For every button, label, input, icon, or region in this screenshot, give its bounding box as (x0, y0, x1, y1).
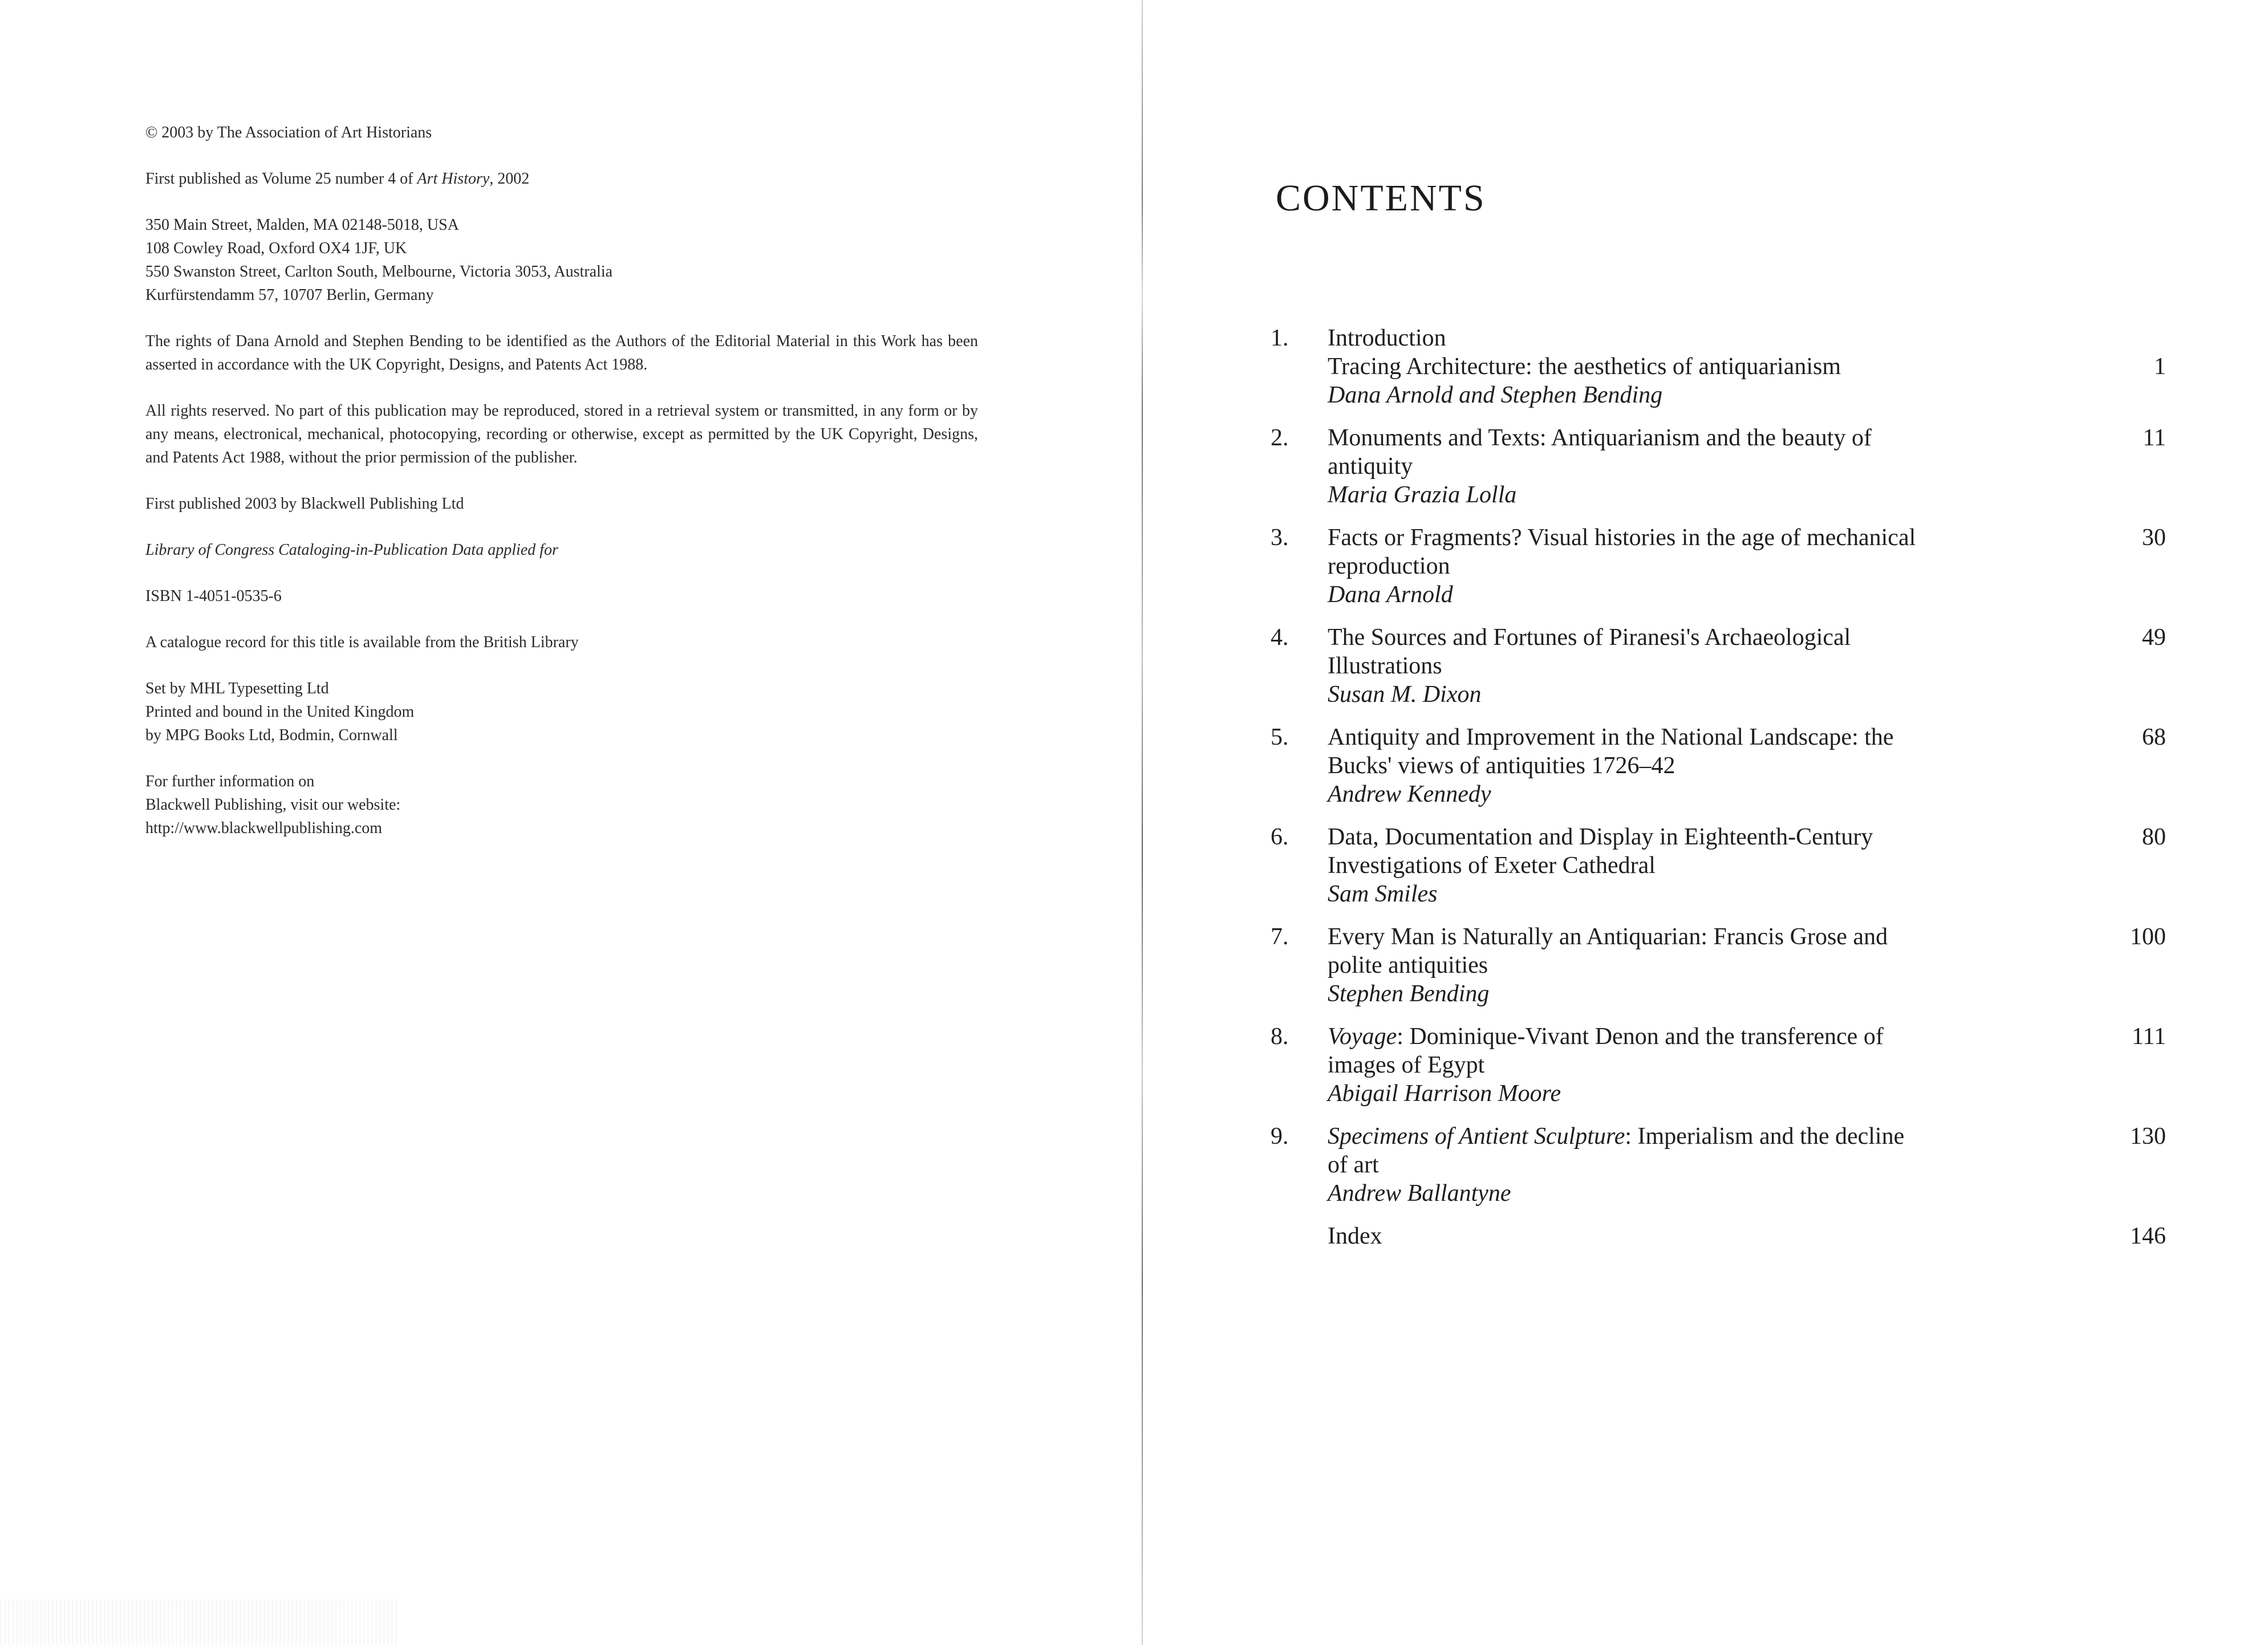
chapter-title-continued: of art (1328, 1152, 1379, 1178)
chapter-author: Sam Smiles (1328, 881, 1438, 907)
address-line: 550 Swanston Street, Carlton South, Melbourne, Victoria 3053, Australia (145, 263, 613, 281)
journal-title: Art History (417, 170, 490, 188)
chapter-number: 4. (1271, 624, 1289, 651)
page-number: 68 (2142, 724, 2166, 750)
toc-entry (1271, 1122, 2166, 1208)
chapter-title: Facts or Fragments? Visual histories in the age of mechanical (1328, 525, 1916, 551)
page-number: 1 (2154, 354, 2166, 380)
chapter-details (1328, 623, 2006, 709)
cip-line: Library of Congress Cataloging-in-Publication Data applied for (145, 541, 558, 559)
chapter-title-continued: polite antiquities (1328, 952, 1488, 978)
chapter-title-italic: Voyage (1328, 1023, 1397, 1050)
chapter-author: Andrew Kennedy (1328, 781, 1491, 807)
chapter-title-continued: Bucks' views of antiquities 1726–42 (1328, 753, 1675, 779)
chapter-number: 1. (1271, 325, 1289, 351)
chapter-title: Tracing Architecture: the aesthetics of antiquarianism (1328, 354, 1841, 380)
chapter-author: Dana Arnold (1328, 582, 1453, 608)
address-line: 108 Cowley Road, Oxford OX4 1JF, UK (145, 239, 407, 257)
chapter-lead: Introduction (1328, 325, 1446, 351)
chapter-author: Andrew Ballantyne (1328, 1180, 1511, 1207)
chapter-title: Data, Documentation and Display in Eighteenth-Century (1328, 824, 1873, 850)
chapter-title (1328, 1122, 2006, 1151)
first-published-2003-line: First published 2003 by Blackwell Publishing Ltd (145, 495, 464, 513)
copyright-line: © 2003 by The Association of Art Historians (145, 124, 432, 141)
chapter-details (1328, 1022, 2006, 1108)
scan-edge-noise (0, 1599, 399, 1645)
chapter-number: 3. (1271, 525, 1289, 551)
catalogue-record-line: A catalogue record for this title is available from the British Library (145, 633, 579, 651)
imprint-block (145, 121, 978, 863)
chapter-title-continued: images of Egypt (1328, 1052, 1485, 1078)
chapter-author: Dana Arnold and Stephen Bending (1328, 382, 1663, 408)
first-published-suffix: , 2002 (489, 170, 530, 188)
toc-entry (1271, 623, 2166, 709)
chapter-details (1328, 923, 2006, 1008)
page-number: 130 (2130, 1123, 2166, 1150)
chapter-title-roman: : Dominique-Vivant Denon and the transference of (1397, 1023, 1884, 1050)
chapter-title: Antiquity and Improvement in the National Landscape: the (1328, 724, 1894, 750)
contents-heading: CONTENTS (1276, 177, 1486, 219)
chapter-details (1328, 1122, 2006, 1208)
chapter-number: 9. (1271, 1123, 1289, 1150)
printing-credits (145, 677, 978, 747)
toc-entry (1271, 723, 2166, 809)
chapter-title: Every Man is Naturally an Antiquarian: Francis Grose and (1328, 924, 1888, 950)
isbn-line: ISBN 1-4051-0535-6 (145, 587, 282, 605)
chapter-number: 2. (1271, 425, 1289, 451)
chapter-title-continued: Illustrations (1328, 653, 1442, 679)
toc-entry (1271, 324, 2166, 409)
printed-line: Printed and bound in the United Kingdom (145, 703, 415, 721)
further-info-line: For further information on (145, 773, 315, 790)
further-info-line: Blackwell Publishing, visit our website: (145, 796, 401, 814)
address-line: 350 Main Street, Malden, MA 02148-5018, USA (145, 216, 459, 234)
chapter-details (1328, 823, 2006, 908)
table-of-contents (1271, 324, 2166, 1256)
address-line: Kurfürstendamm 57, 10707 Berlin, Germany (145, 286, 434, 304)
chapter-title-continued: antiquity (1328, 453, 1413, 480)
page-number: 49 (2142, 624, 2166, 651)
chapter-author: Abigail Harrison Moore (1328, 1081, 1561, 1107)
all-rights-reserved-paragraph: All rights reserved. No part of this publication may be reproduced, stored in a retrieval system or transmitted, in any form or by any means, electronical, mechanical, photocopying, recording or otherwise, except as permitted by the UK Copyright, Designs, and Patents Act 1988, without the prior permission of the publisher. (145, 402, 978, 466)
chapter-author: Susan M. Dixon (1328, 681, 1482, 708)
chapter-details (1328, 324, 2006, 409)
chapter-details (1328, 424, 2006, 509)
bound-by-line: by MPG Books Ltd, Bodmin, Cornwall (145, 726, 398, 744)
publisher-addresses (145, 213, 978, 307)
page-number: 80 (2142, 824, 2166, 850)
chapter-title-continued: reproduction (1328, 553, 1450, 579)
chapter-title-continued: Investigations of Exeter Cathedral (1328, 852, 1656, 879)
chapter-number: 8. (1271, 1023, 1289, 1050)
first-published-journal-line (145, 167, 978, 190)
chapter-author: Maria Grazia Lolla (1328, 482, 1517, 508)
index-label: Index (1328, 1223, 1382, 1249)
chapter-details (1328, 723, 2006, 809)
toc-entry (1271, 424, 2166, 509)
toc-index-entry (1271, 1222, 2166, 1256)
chapter-title: Monuments and Texts: Antiquarianism and the beauty of (1328, 425, 1872, 451)
chapter-title-roman: : Imperialism and the decline (1625, 1123, 1905, 1150)
chapter-title-italic: Specimens of Antient Sculpture (1328, 1123, 1625, 1150)
page-number: 111 (2132, 1023, 2166, 1050)
chapter-title: The Sources and Fortunes of Piranesi's Archaeological (1328, 624, 1851, 651)
toc-entry (1271, 1022, 2166, 1108)
chapter-details (1328, 523, 2006, 609)
page-number: 100 (2130, 924, 2166, 950)
further-information (145, 770, 978, 840)
chapter-number: 7. (1271, 924, 1289, 950)
chapter-author: Stephen Bending (1328, 981, 1490, 1007)
book-gutter (1138, 0, 1149, 1645)
contents-page (1149, 0, 2268, 1645)
page-number: 11 (2143, 425, 2166, 451)
chapter-number: 6. (1271, 824, 1289, 850)
spine-shadow (1142, 0, 1143, 1645)
page-number: 30 (2142, 525, 2166, 551)
first-published-prefix: First published as Volume 25 number 4 of (145, 170, 417, 188)
website-url: http://www.blackwellpublishing.com (145, 819, 383, 837)
index-page-number: 146 (2130, 1223, 2166, 1249)
toc-entry (1271, 523, 2166, 609)
authors-rights-paragraph: The rights of Dana Arnold and Stephen Bending to be identified as the Authors of the Editorial Material in this Work has been asserted in accordance with the UK Copyright, Designs, and Patents Act 1988. (145, 332, 978, 373)
chapter-number: 5. (1271, 724, 1289, 750)
typesetting-line: Set by MHL Typesetting Ltd (145, 680, 329, 697)
toc-entry (1271, 923, 2166, 1008)
toc-entry (1271, 823, 2166, 908)
chapter-title (1328, 1022, 2006, 1051)
